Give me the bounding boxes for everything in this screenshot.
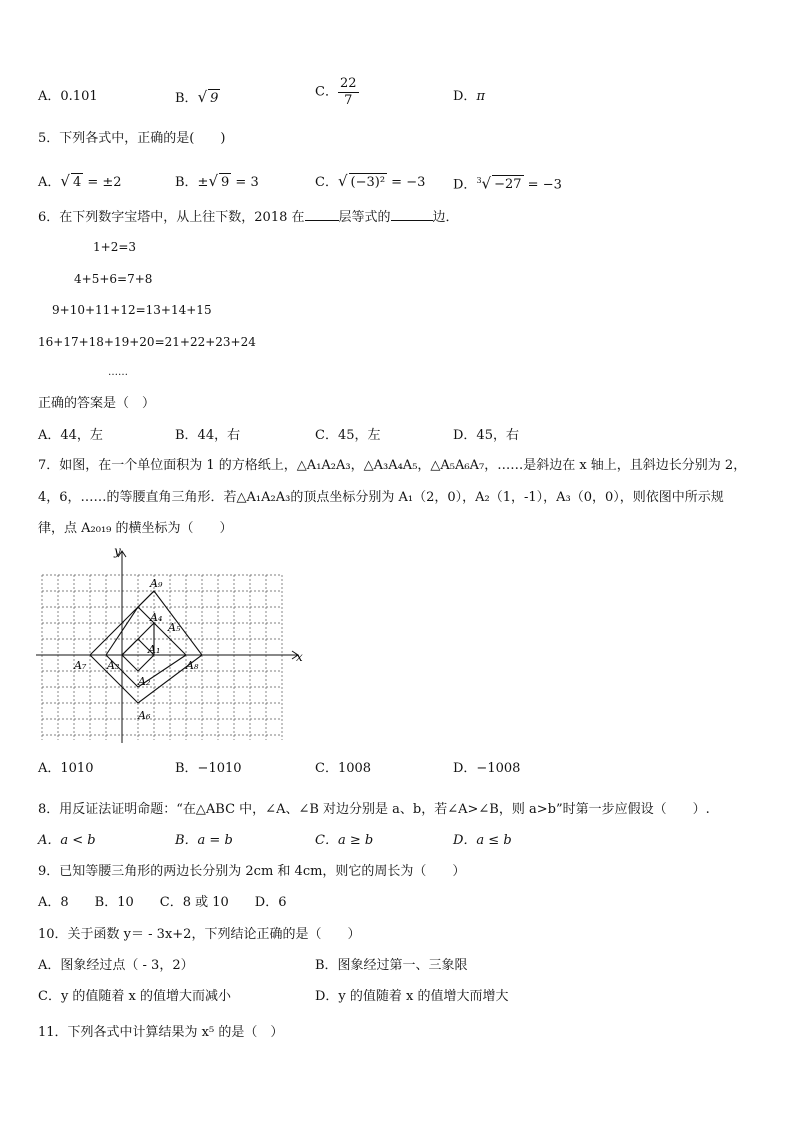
q4-option-d: D．π	[453, 89, 485, 104]
axes	[36, 551, 298, 743]
q5-option-a: A．√ 4 = ±2	[38, 172, 122, 190]
q6-option-d: D．45，右	[453, 428, 519, 443]
q7-option-a: A．1010	[38, 761, 94, 776]
q10-option-d: D．y 的值随着 x 的值增大而增大	[315, 989, 509, 1004]
q8-option-b: B．a = b	[175, 833, 233, 848]
q6-option-b: B．44，右	[175, 428, 241, 443]
coordinate-grid-figure	[30, 545, 305, 745]
q10-stem: 10．关于函数 y＝ - 3x+2，下列结论正确的是（ ）	[38, 927, 361, 942]
q6-option-a: A．44，左	[38, 428, 103, 443]
y-axis-label: y	[114, 545, 121, 558]
fraction: $\frac{22}{7}$	[339, 76, 357, 108]
q11-stem: 11．下列各式中计算结果为 x⁵ 的是（ ）	[38, 1025, 284, 1040]
q7-stem-line2: 4，6，……的等腰直角三角形．若△A₁A₂A₃的顶点坐标分别为 A₁（2，0），A₂（1，-1），A₃（0，0），则依图中所示规	[38, 490, 724, 505]
answer-blank	[305, 208, 339, 221]
q7-stem-line3: 律，点 A₂₀₁₉ 的横坐标为（ ）	[38, 521, 233, 536]
q5-stem: 5．下列各式中，正确的是( )	[38, 131, 226, 146]
radicand: 9	[210, 91, 219, 106]
q4-option-a: A．0.101	[38, 89, 98, 104]
q4-option-b: B．√ 9	[175, 88, 219, 106]
q8-option-c: C．a ≥ b	[315, 833, 374, 848]
q10-option-c: C．y 的值随着 x 的值增大而减小	[38, 989, 232, 1004]
q7-option-b: B．−1010	[175, 761, 242, 776]
q7-stem-line1: 7．如图，在一个单位面积为 1 的方格纸上，△A₁A₂A₃，△A₃A₄A₅，△A₅A₆A₇，……是斜边在 x 轴上，且斜边长分别为 2，	[38, 458, 747, 473]
pyramid-row-4: 16+17+18+19+20=21+22+23+24	[38, 335, 256, 349]
q6-prompt: 正确的答案是（ ）	[38, 396, 156, 411]
pyramid-row-3: 9+10+11+12=13+14+15	[52, 303, 212, 317]
q8-option-a: A．a < b	[38, 833, 96, 848]
q8-option-d: D．a ≤ b	[453, 833, 512, 848]
pyramid-row-1: 1+2=3	[93, 240, 137, 254]
q5-option-c: C．√ (−3)² = −3	[315, 172, 426, 190]
label-a7: A₇	[74, 659, 87, 672]
label-a9: A₉	[150, 577, 163, 590]
q8-stem: 8．用反证法证明命题：“在△ABC 中，∠A、∠B 对边分别是 a、b，若∠A>∠B，则 a>b”时第一步应假设（ ）.	[38, 802, 710, 817]
x-axis-label: x	[296, 650, 303, 664]
label-a5: A₅	[168, 621, 181, 634]
q6-stem: 6．在下列数字宝塔中，从上往下数，2018 在 层等式的 边．	[38, 210, 459, 225]
pyramid-row-2: 4+5+6=7+8	[74, 272, 153, 286]
pyramid-ellipsis: ……	[108, 367, 128, 378]
q9-options: A．8 B．10 C．8 或 10 D．6	[38, 895, 287, 910]
answer-blank	[391, 208, 433, 221]
q4-option-c: C． $\frac{22}{7}$	[315, 76, 357, 108]
label-a3: A₃	[107, 659, 120, 672]
q10-option-a: A．图象经过点（ - 3，2）	[38, 958, 194, 973]
label-a4: A₄	[150, 611, 163, 624]
q7-option-d: D．−1008	[453, 761, 521, 776]
label-a8: A₈	[186, 659, 199, 672]
label-a6: A₆	[138, 709, 151, 722]
label-a1: A₁	[148, 643, 161, 656]
grid-lines	[42, 575, 282, 740]
q10-option-b: B．图象经过第一、三象限	[315, 958, 468, 973]
q5-option-d: D．$^3$√ −27 = −3	[453, 174, 562, 193]
q9-stem: 9．已知等腰三角形的两边长分别为 2cm 和 4cm，则它的周长为（ ）	[38, 864, 466, 879]
q6-option-c: C．45，左	[315, 428, 381, 443]
q5-option-b: B．±√ 9 = 3	[175, 172, 259, 190]
q7-option-c: C．1008	[315, 761, 372, 776]
label-a2: A₂	[138, 675, 151, 688]
